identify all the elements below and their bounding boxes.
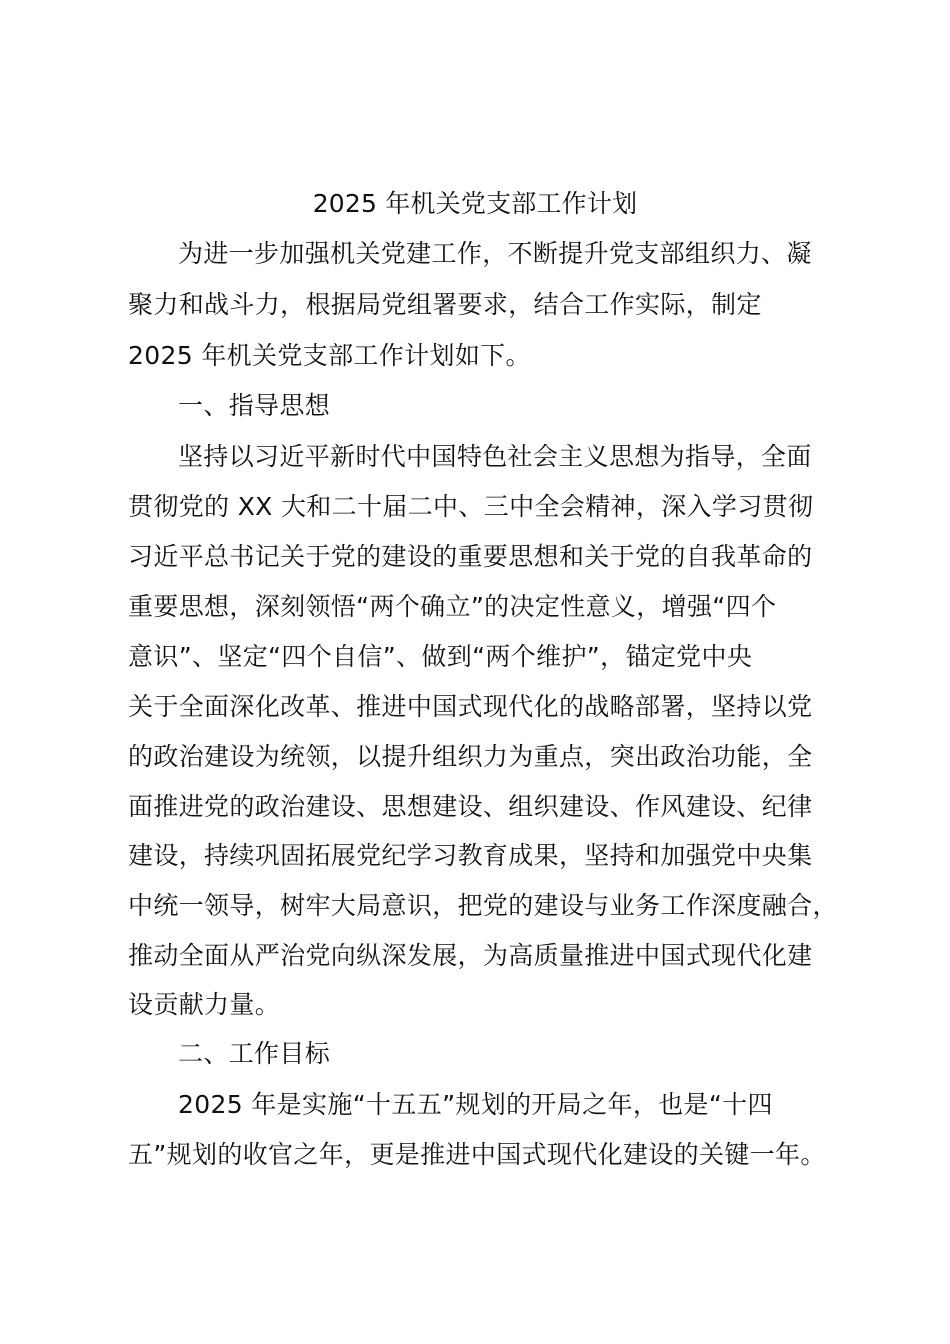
guiding-line-1: 坚持以习近平新时代中国特色社会主义思想为指导，全面	[178, 442, 812, 471]
guiding-line-2: 贯彻党的 XX 大和二十届二中、三中全会精神，深入学习贯彻	[128, 492, 814, 521]
intro-line-3: 2025 年机关党支部工作计划如下。	[128, 341, 531, 370]
intro-line-1: 为进一步加强机关党建工作，不断提升党支部组织力、凝	[178, 239, 812, 268]
goals-line-1: 2025 年是实施“十五五”规划的开局之年，也是“十四	[178, 1090, 773, 1119]
guiding-line-5: 意识”、坚定“四个自信”、做到“两个维护”，锚定党中央	[128, 642, 753, 671]
document-title: 2025 年机关党支部工作计划	[312, 189, 638, 218]
goals-line-2: 五”规划的收官之年，更是推进中国式现代化建设的关键一年。	[128, 1140, 826, 1169]
guiding-line-11: 推动全面从严治党向纵深发展，为高质量推进中国式现代化建	[128, 941, 813, 970]
guiding-line-3: 习近平总书记关于党的建设的重要思想和关于党的自我革命的	[128, 542, 813, 571]
guiding-line-7: 的政治建设为统领，以提升组织力为重点，突出政治功能，全	[128, 742, 813, 771]
section-heading-work-goals: 二、工作目标	[178, 1039, 331, 1068]
guiding-line-10: 中统一领导，树牢大局意识，把党的建设与业务工作深度融合，	[128, 891, 838, 920]
intro-line-2: 聚力和战斗力，根据局党组署要求，结合工作实际，制定	[128, 290, 762, 319]
guiding-line-12: 设贡献力量。	[128, 990, 281, 1019]
guiding-line-4: 重要思想，深刻领悟“两个确立”的决定性意义，增强“四个	[128, 592, 777, 621]
guiding-line-8: 面推进党的政治建设、思想建设、组织建设、作风建设、纪律	[128, 792, 813, 821]
section-heading-guiding-ideology: 一、指导思想	[178, 391, 331, 420]
guiding-line-9: 建设，持续巩固拓展党纪学习教育成果，坚持和加强党中央集	[128, 841, 813, 870]
guiding-line-6: 关于全面深化改革、推进中国式现代化的战略部署，坚持以党	[128, 692, 813, 721]
